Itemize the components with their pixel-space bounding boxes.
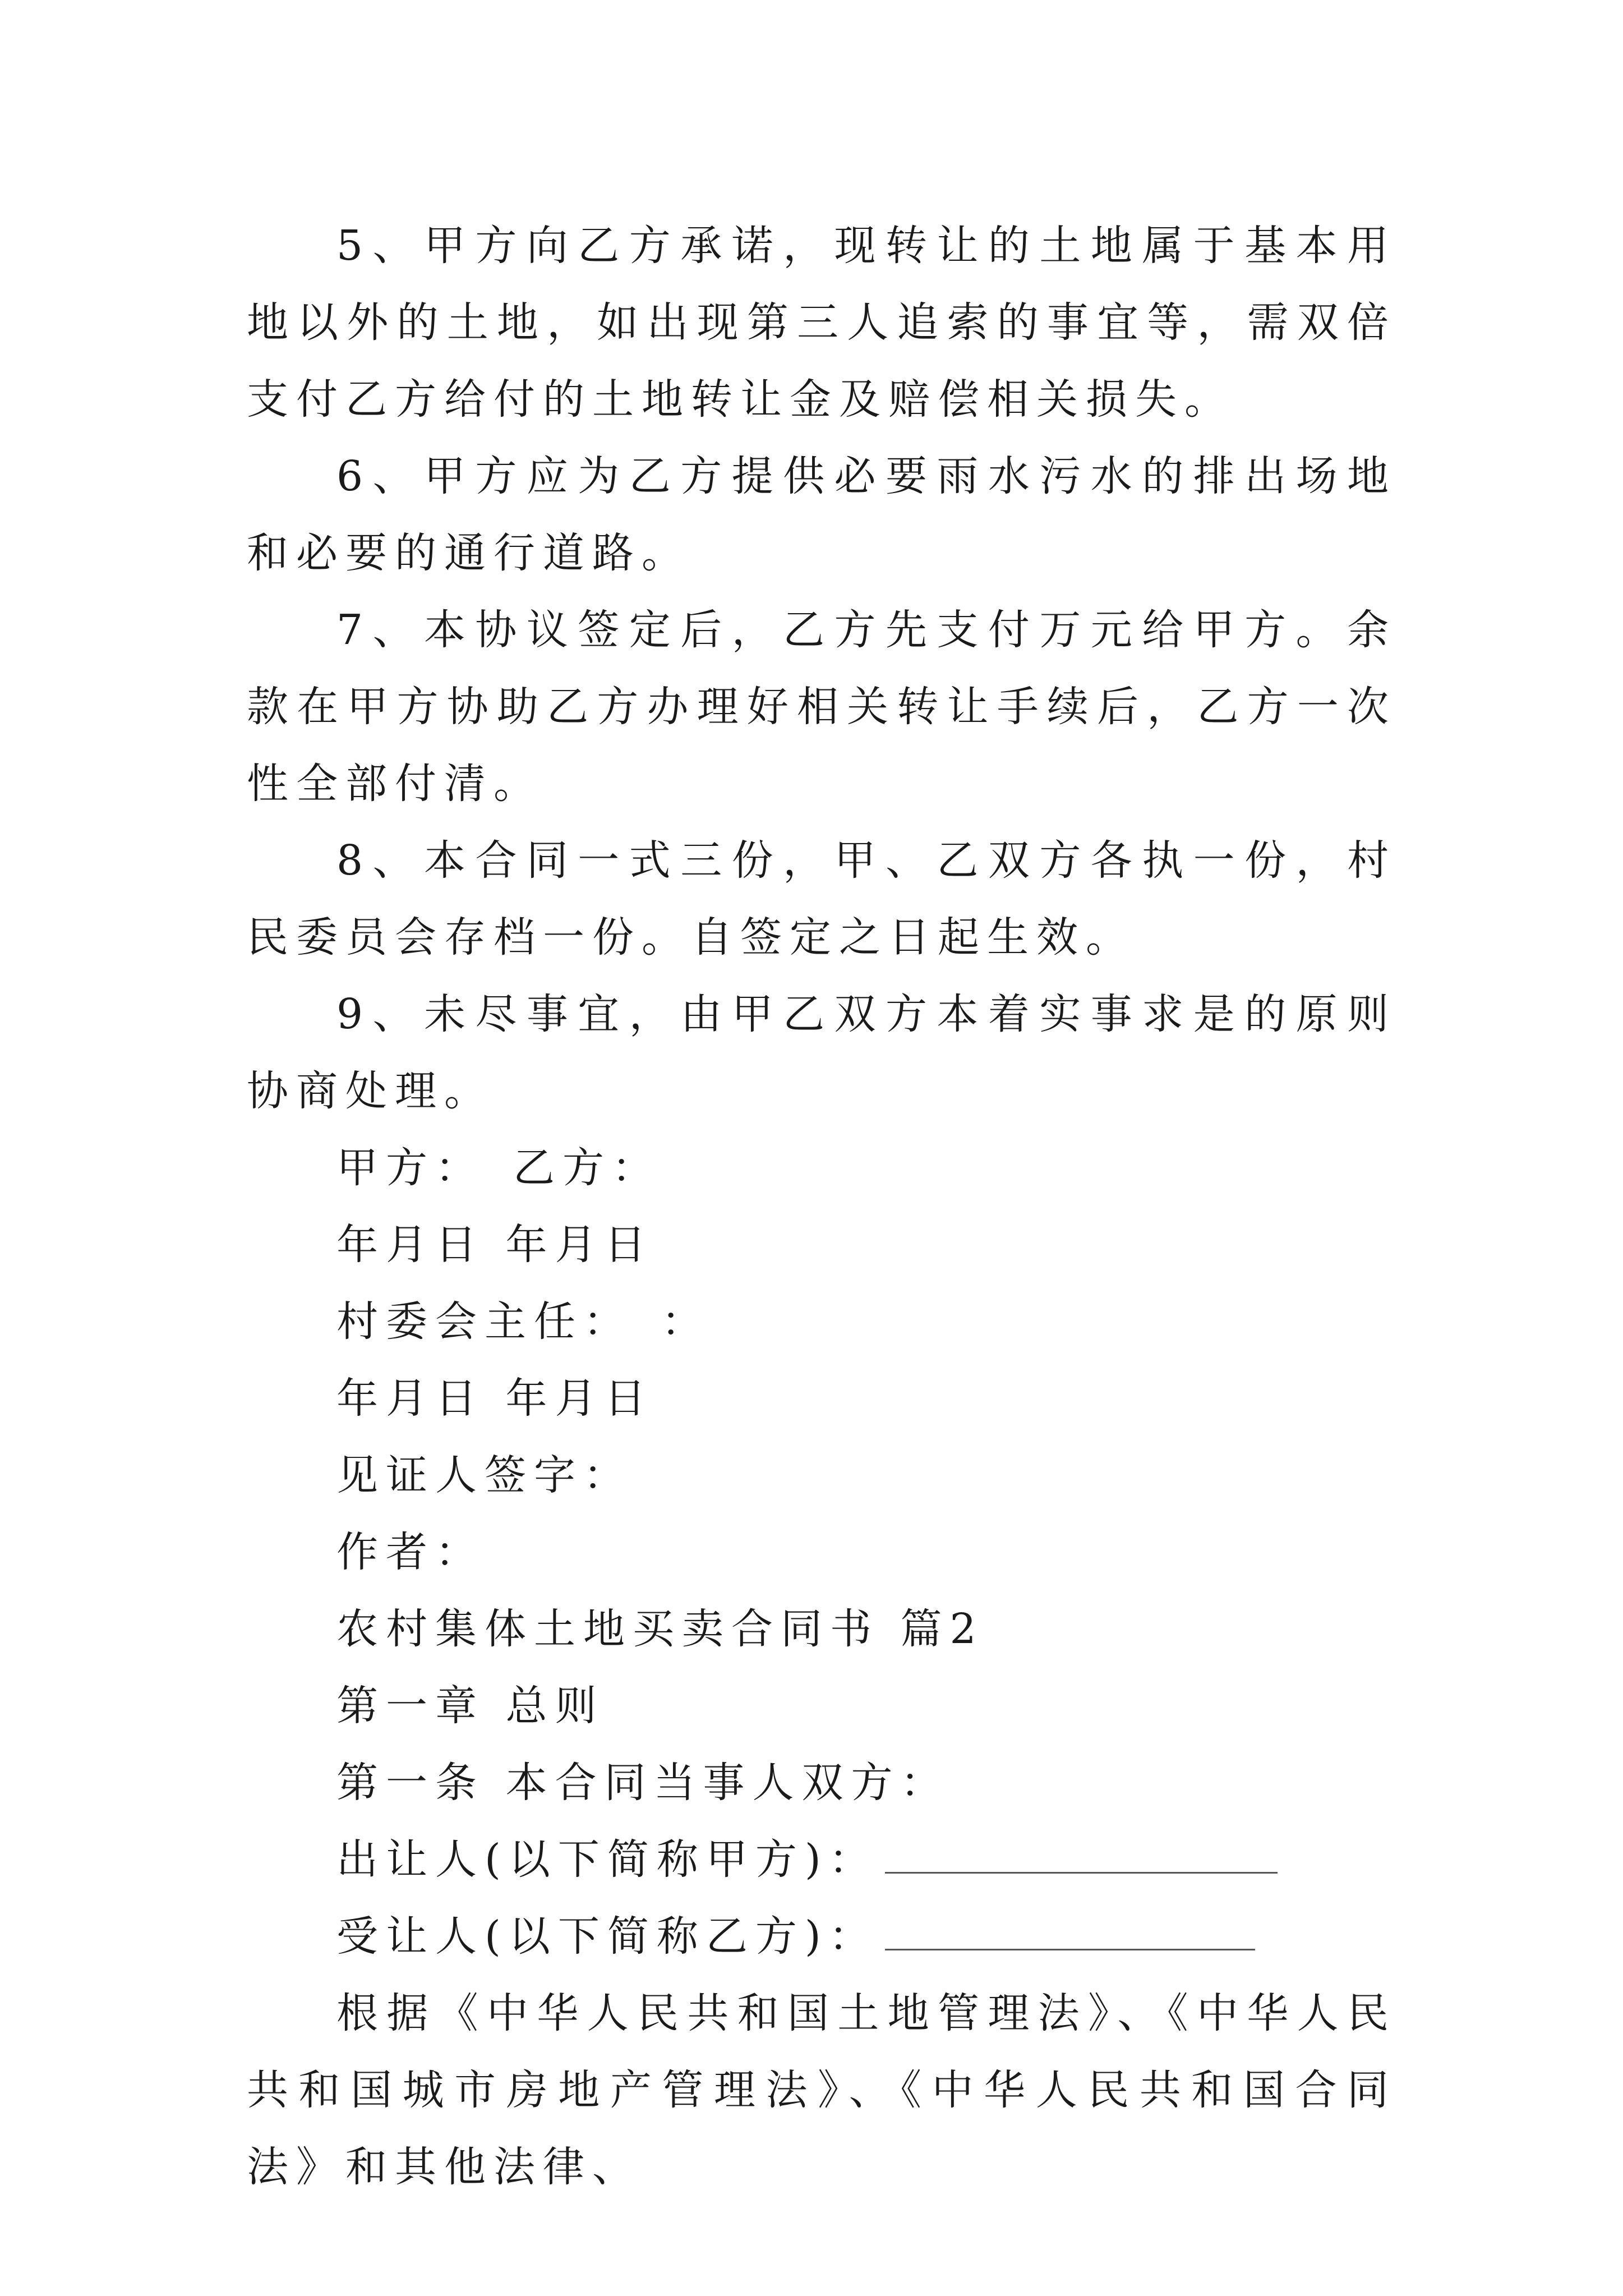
section-title: 农村集体土地买卖合同书 篇2 [336,1605,984,1653]
clause-6: 6、甲方应为乙方提供必要雨水污水的排出场地和必要的通行道路。 [247,452,1396,577]
clause-7: 7、本协议签定后，乙方先支付万元给甲方。余款在甲方协助乙方办理好相关转让手续后，乙方一次性全部付清。 [247,606,1396,808]
author-line: 作者： [336,1528,485,1576]
signature-date-1: 年月日 年月日 [336,1221,654,1269]
chapter-heading: 第一章 总则 [336,1682,605,1730]
transferee-line [247,1898,1396,1975]
clause-5: 5、甲方向乙方承诺，现转让的土地属于基本用地以外的土地，如出现第三人追索的事宜等，需双倍支付乙方给付的土地转让金及赔偿相关损失。 [247,222,1396,424]
signature-parties: 甲方： 乙方： [336,1144,661,1192]
document-page [247,208,1396,2206]
transferor-blank [885,1849,1278,1874]
transferee-label: 受让人(以下简称乙方)： [336,1912,878,1961]
witness-signature: 见证人签字： [336,1451,633,1499]
transferor-line [247,1821,1396,1898]
clause-9: 9、未尽事宜，由甲乙双方本着实事求是的原则协商处理。 [247,990,1396,1115]
signature-date-2: 年月日 年月日 [336,1374,654,1423]
transferor-label: 出让人(以下简称甲方)： [336,1835,878,1884]
transferee-blank [885,1926,1255,1950]
signature-director: 村委会主任： ： [336,1297,711,1346]
clause-8: 8、本合同一式三份，甲、乙双方各执一份，村民委员会存档一份。自签定之日起生效。 [247,836,1396,961]
article-1: 第一条 本合同当事人双方： [336,1759,950,1807]
legal-basis-paragraph: 根据《中华人民共和国土地管理法》、《中华人民共和国城市房地产管理法》、《中华人民共和国合同法》和其他法律、 [247,1989,1396,2191]
